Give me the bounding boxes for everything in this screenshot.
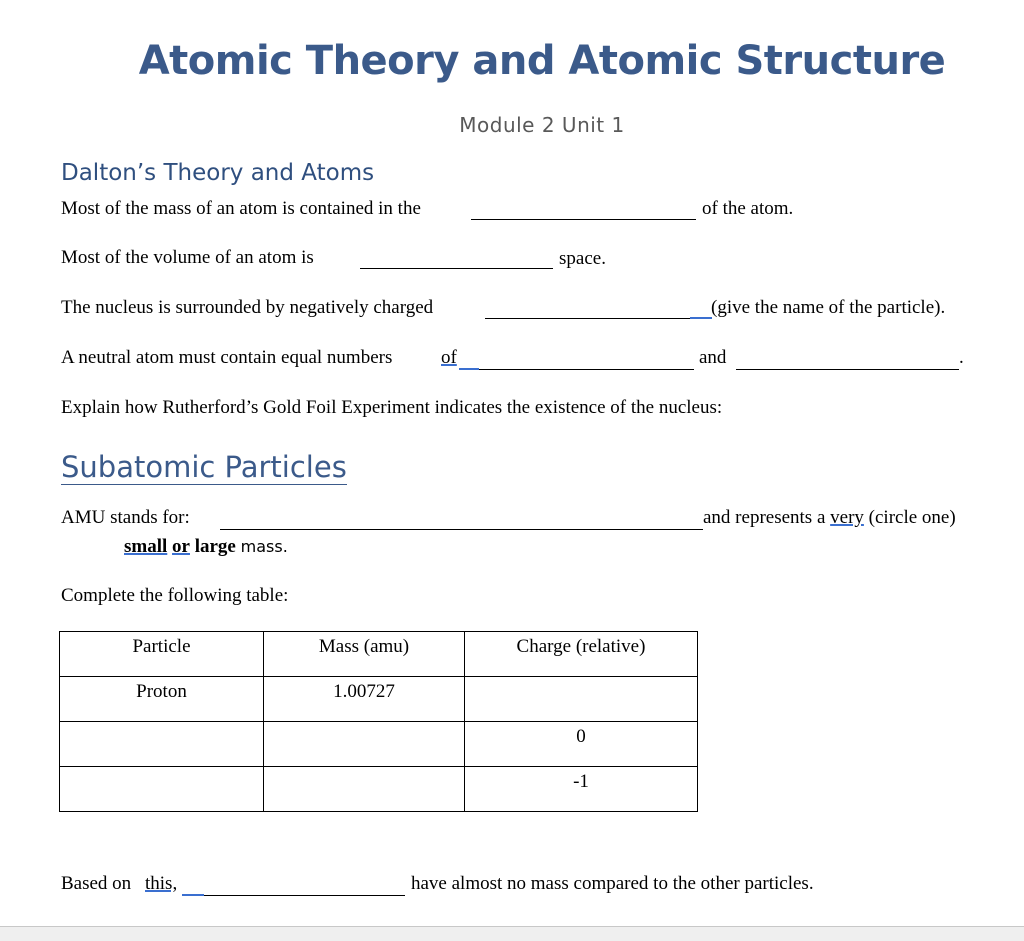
blank-amu[interactable] <box>220 529 703 530</box>
question-based-text: Based on <box>61 873 132 894</box>
section-heading-dalton: Dalton’s Theory and Atoms <box>61 160 375 186</box>
cell-charge[interactable]: -1 <box>465 767 698 812</box>
cell-charge[interactable] <box>465 677 698 722</box>
mass-word: mass. <box>240 537 288 556</box>
cell-charge[interactable]: 0 <box>465 722 698 767</box>
question-amu-text: AMU stands for: <box>61 507 190 528</box>
question-neutral-text: A neutral atom must contain equal numbers <box>61 347 393 368</box>
question-based-this: this, <box>145 873 178 894</box>
spell-marker <box>690 317 712 319</box>
question-amu-end <box>703 507 956 529</box>
status-bar <box>0 926 1024 941</box>
option-large[interactable]: large <box>194 536 236 557</box>
document-title: Atomic Theory and Atomic Structure <box>138 38 946 84</box>
question-amu-end-b: (circle one) <box>868 507 956 528</box>
header-mass: Mass (amu) <box>264 632 465 677</box>
question-volume-end: space. <box>559 248 606 269</box>
particle-table <box>59 631 698 812</box>
option-small[interactable]: small <box>124 536 168 557</box>
section-heading-subatomic: Subatomic Particles <box>61 450 347 484</box>
cell-mass[interactable]: 1.00727 <box>264 677 465 722</box>
question-amu-very: very <box>830 507 864 528</box>
spell-marker <box>182 894 204 896</box>
cell-mass[interactable] <box>264 767 465 812</box>
question-nucleus-end: (give the name of the particle). <box>711 297 946 318</box>
question-nucleus-text: The nucleus is surrounded by negatively charged <box>61 297 434 318</box>
blank-equal-first[interactable] <box>479 369 694 370</box>
question-amu-end-a: and represents a <box>703 507 826 528</box>
blank-particle[interactable] <box>485 318 690 319</box>
header-particle: Particle <box>60 632 264 677</box>
question-mass-text: Most of the mass of an atom is contained in the <box>61 198 421 219</box>
table-row <box>60 767 698 812</box>
blank-equal-second[interactable] <box>736 369 959 370</box>
blank-volume[interactable] <box>360 268 553 269</box>
table-header-row <box>60 632 698 677</box>
question-rutherford: Explain how Rutherford’s Gold Foil Experiment indicates the existence of the nucleus: <box>61 397 723 418</box>
question-based-end: have almost no mass compared to the other particles. <box>411 873 814 894</box>
question-neutral-period: . <box>959 347 964 368</box>
cell-mass[interactable] <box>264 722 465 767</box>
table-row <box>60 722 698 767</box>
option-or: or <box>172 536 190 557</box>
question-volume-text: Most of the volume of an atom is <box>61 247 314 268</box>
spell-marker <box>459 368 479 370</box>
blank-light-particles[interactable] <box>204 895 405 896</box>
table-prompt: Complete the following table: <box>61 585 289 606</box>
question-neutral-of: of <box>441 347 457 368</box>
question-neutral-and: and <box>699 347 727 368</box>
mass-options <box>124 536 288 558</box>
cell-particle[interactable] <box>60 722 264 767</box>
cell-particle[interactable]: Proton <box>60 677 264 722</box>
header-charge: Charge (relative) <box>465 632 698 677</box>
document-subtitle: Module 2 Unit 1 <box>459 113 625 137</box>
table-row <box>60 677 698 722</box>
cell-particle[interactable] <box>60 767 264 812</box>
blank-mass[interactable] <box>471 219 696 220</box>
question-mass-end: of the atom. <box>702 198 794 219</box>
